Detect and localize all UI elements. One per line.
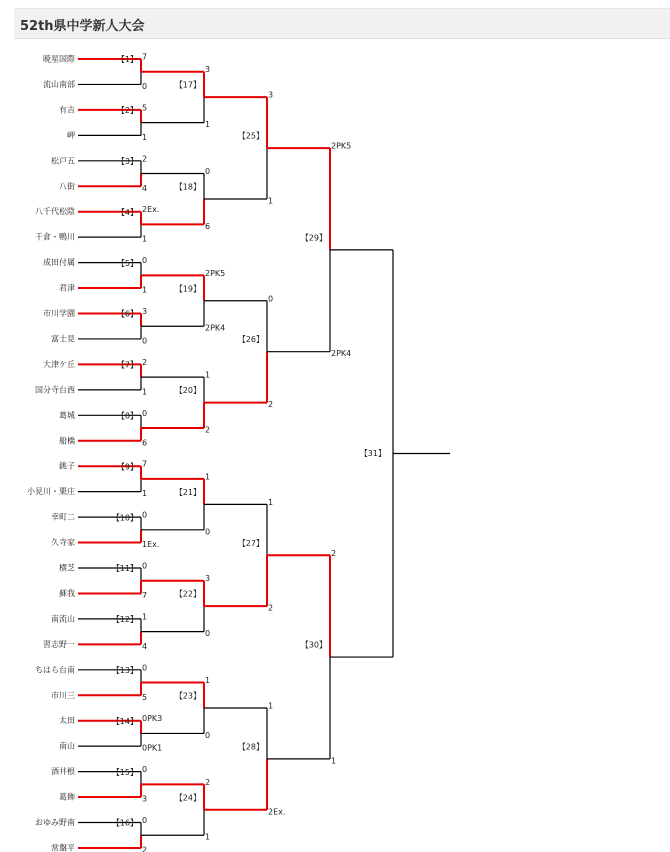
match-label: 【2】 bbox=[116, 106, 138, 116]
match-label: 【24】 bbox=[174, 793, 201, 803]
score: 1 bbox=[268, 701, 274, 711]
match-label: 【16】 bbox=[111, 818, 138, 828]
match-label: 【14】 bbox=[111, 716, 138, 726]
score: 2Ex. bbox=[268, 807, 286, 817]
team-name: 葛城 bbox=[59, 410, 75, 420]
score: 1 bbox=[205, 676, 211, 686]
match-label: 【19】 bbox=[174, 284, 201, 294]
team-name: 松戸五 bbox=[51, 156, 75, 166]
match-label: 【4】 bbox=[116, 207, 138, 217]
score: 0 bbox=[142, 663, 148, 673]
team-name: 小見川・栗庄 bbox=[27, 487, 75, 497]
score: 3 bbox=[268, 90, 274, 100]
team-name: 常盤平 bbox=[51, 843, 75, 852]
team-name: 太田 bbox=[59, 716, 75, 726]
score: 0 bbox=[142, 336, 148, 346]
match-label: 【30】 bbox=[300, 640, 327, 650]
score: 1 bbox=[205, 120, 211, 130]
team-name: 市川三 bbox=[51, 690, 75, 700]
score: 1Ex. bbox=[142, 540, 160, 550]
score: 1 bbox=[142, 234, 148, 244]
team-name: 幸町二 bbox=[51, 512, 75, 522]
score: 2PK4 bbox=[205, 323, 226, 333]
team-name: 葛飾 bbox=[59, 792, 75, 802]
match-label: 【22】 bbox=[174, 589, 201, 599]
score: 2 bbox=[142, 154, 148, 164]
match-label: 【7】 bbox=[116, 360, 138, 370]
match-label: 【1】 bbox=[116, 55, 138, 65]
score: 7 bbox=[142, 52, 148, 62]
score: 4 bbox=[142, 641, 148, 651]
score: 0 bbox=[142, 81, 148, 91]
score: 1 bbox=[142, 489, 148, 499]
match-label: 【12】 bbox=[111, 615, 138, 625]
score: 1 bbox=[268, 196, 274, 206]
score: 2 bbox=[142, 357, 148, 367]
match-label: 【8】 bbox=[116, 411, 138, 421]
score: 3 bbox=[142, 307, 148, 316]
score: 2 bbox=[205, 425, 211, 435]
team-name: 君津 bbox=[59, 283, 75, 293]
score: 2 bbox=[331, 548, 337, 558]
score: 2PK4 bbox=[331, 349, 352, 359]
match-label: 【29】 bbox=[300, 233, 327, 243]
team-name: 成田付属 bbox=[43, 258, 75, 268]
team-name: 蘇我 bbox=[59, 588, 75, 598]
team-name: 流山南部 bbox=[43, 79, 75, 89]
score: 4 bbox=[142, 183, 148, 193]
team-name: 市川学園 bbox=[43, 309, 75, 318]
team-name: 富士見 bbox=[51, 334, 75, 344]
match-label: 【3】 bbox=[116, 157, 138, 167]
score: 2PK5 bbox=[331, 141, 352, 151]
score: 7 bbox=[142, 590, 148, 600]
team-name: 横芝 bbox=[59, 563, 75, 573]
score: 0 bbox=[142, 408, 148, 418]
team-name: 有吉 bbox=[59, 105, 75, 115]
score: 1 bbox=[205, 472, 211, 482]
score: 0 bbox=[268, 294, 274, 304]
score: 2 bbox=[268, 400, 274, 410]
score: 3 bbox=[142, 794, 148, 804]
score: 0 bbox=[205, 167, 211, 177]
team-name: 久寺家 bbox=[51, 538, 75, 548]
score: 0 bbox=[205, 730, 211, 740]
score: 2PK5 bbox=[205, 268, 226, 278]
team-name: 習志野一 bbox=[43, 639, 75, 649]
score: 7 bbox=[142, 459, 148, 469]
team-name: 南山 bbox=[59, 741, 75, 751]
score: 1 bbox=[142, 612, 148, 622]
score: 0 bbox=[205, 527, 211, 537]
match-label: 【9】 bbox=[116, 462, 138, 472]
team-name: ちはら台南 bbox=[35, 665, 75, 675]
score: 0 bbox=[205, 629, 211, 639]
score: 1 bbox=[205, 370, 211, 380]
team-name: 南流山 bbox=[51, 614, 75, 624]
match-label: 【5】 bbox=[116, 258, 138, 268]
final-label: 【31】 bbox=[359, 448, 386, 458]
score: 0PK3 bbox=[142, 714, 163, 724]
score: 2 bbox=[205, 777, 211, 787]
score: 3 bbox=[205, 65, 211, 75]
team-name: おゆみ野南 bbox=[35, 818, 75, 827]
score: 0 bbox=[142, 816, 148, 825]
score: 6 bbox=[142, 438, 148, 448]
score: 1 bbox=[142, 387, 148, 397]
team-name: 千倉・鴨川 bbox=[35, 232, 75, 242]
match-label: 【15】 bbox=[111, 767, 138, 777]
match-label: 【10】 bbox=[111, 513, 138, 523]
score: 2 bbox=[142, 845, 148, 852]
score: 1 bbox=[205, 832, 211, 842]
match-label: 【27】 bbox=[237, 538, 264, 548]
match-label: 【21】 bbox=[174, 487, 201, 497]
score: 1 bbox=[142, 285, 148, 295]
score: 1 bbox=[142, 132, 148, 142]
match-label: 【26】 bbox=[237, 335, 264, 345]
match-label: 【17】 bbox=[174, 80, 201, 90]
team-name: 岬 bbox=[67, 130, 75, 140]
team-name: 船橋 bbox=[59, 436, 75, 446]
team-name: 八街 bbox=[59, 181, 75, 191]
score: 3 bbox=[205, 574, 211, 584]
score: 1 bbox=[268, 497, 274, 507]
match-label: 【13】 bbox=[111, 666, 138, 676]
team-name: 八千代松陰 bbox=[35, 207, 75, 217]
score: 0 bbox=[142, 765, 148, 775]
page-title: 52th県中学新人大会 bbox=[20, 19, 145, 34]
score: 5 bbox=[142, 692, 148, 702]
score: 0 bbox=[142, 561, 148, 571]
score: 6 bbox=[205, 221, 211, 231]
team-name: 大津ケ丘 bbox=[43, 359, 75, 369]
match-label: 【28】 bbox=[237, 742, 264, 752]
team-name: 銚子 bbox=[59, 461, 75, 471]
match-label: 【18】 bbox=[174, 182, 201, 192]
team-name: 国分寺台西 bbox=[35, 385, 75, 395]
score: 2 bbox=[268, 603, 274, 613]
team-name: 暁星国際 bbox=[43, 54, 75, 64]
score: 0 bbox=[142, 510, 148, 520]
team-name: 酒井根 bbox=[51, 767, 75, 777]
match-label: 【25】 bbox=[237, 131, 264, 141]
match-label: 【23】 bbox=[174, 691, 201, 701]
match-label: 【6】 bbox=[116, 309, 138, 319]
score: 5 bbox=[142, 103, 148, 113]
match-label: 【11】 bbox=[111, 564, 138, 574]
score: 0 bbox=[142, 256, 148, 266]
match-label: 【20】 bbox=[174, 386, 201, 396]
score: 1 bbox=[331, 756, 337, 766]
score: 2Ex. bbox=[142, 205, 160, 215]
score: 0PK1 bbox=[142, 743, 163, 753]
